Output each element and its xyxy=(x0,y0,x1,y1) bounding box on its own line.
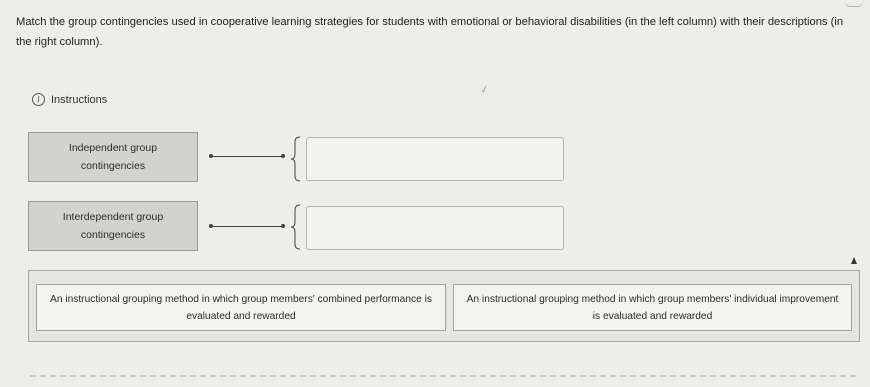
info-icon: i xyxy=(32,93,45,106)
match-connector xyxy=(210,156,284,157)
next-section-divider xyxy=(30,375,856,387)
instructions-label: Instructions xyxy=(51,93,108,106)
bracket-icon xyxy=(290,136,302,182)
answer-drop-zone-2[interactable] xyxy=(306,206,564,250)
match-connector xyxy=(210,226,284,227)
stray-mark: ✓ xyxy=(478,82,491,97)
mouse-cursor-icon xyxy=(851,257,857,264)
term-interdependent-group-contingencies[interactable] xyxy=(28,201,198,251)
answer-drop-zone-1[interactable] xyxy=(306,137,564,181)
bracket-icon xyxy=(290,204,302,250)
term-independent-group-contingencies[interactable] xyxy=(28,132,198,182)
answer-card-combined-performance[interactable]: An instructional grouping method in which group members' combined performance is evaluated and rewarded xyxy=(36,284,446,331)
term-label: Interdependent group contingencies xyxy=(62,211,164,241)
term-label: Independent group contingencies xyxy=(68,142,158,172)
question-prompt: Match the group contingencies used in cooperative learning strategies for students with emotional or behavioral disabilities (in the left column) with their descriptions (in the right column). xyxy=(16,16,844,48)
corner-scroll-icon[interactable] xyxy=(844,0,864,7)
answer-card-individual-improvement[interactable]: An instructional grouping method in which group members' individual improvement is evaluated and rewarded xyxy=(453,284,852,331)
instructions-toggle[interactable] xyxy=(32,93,107,106)
